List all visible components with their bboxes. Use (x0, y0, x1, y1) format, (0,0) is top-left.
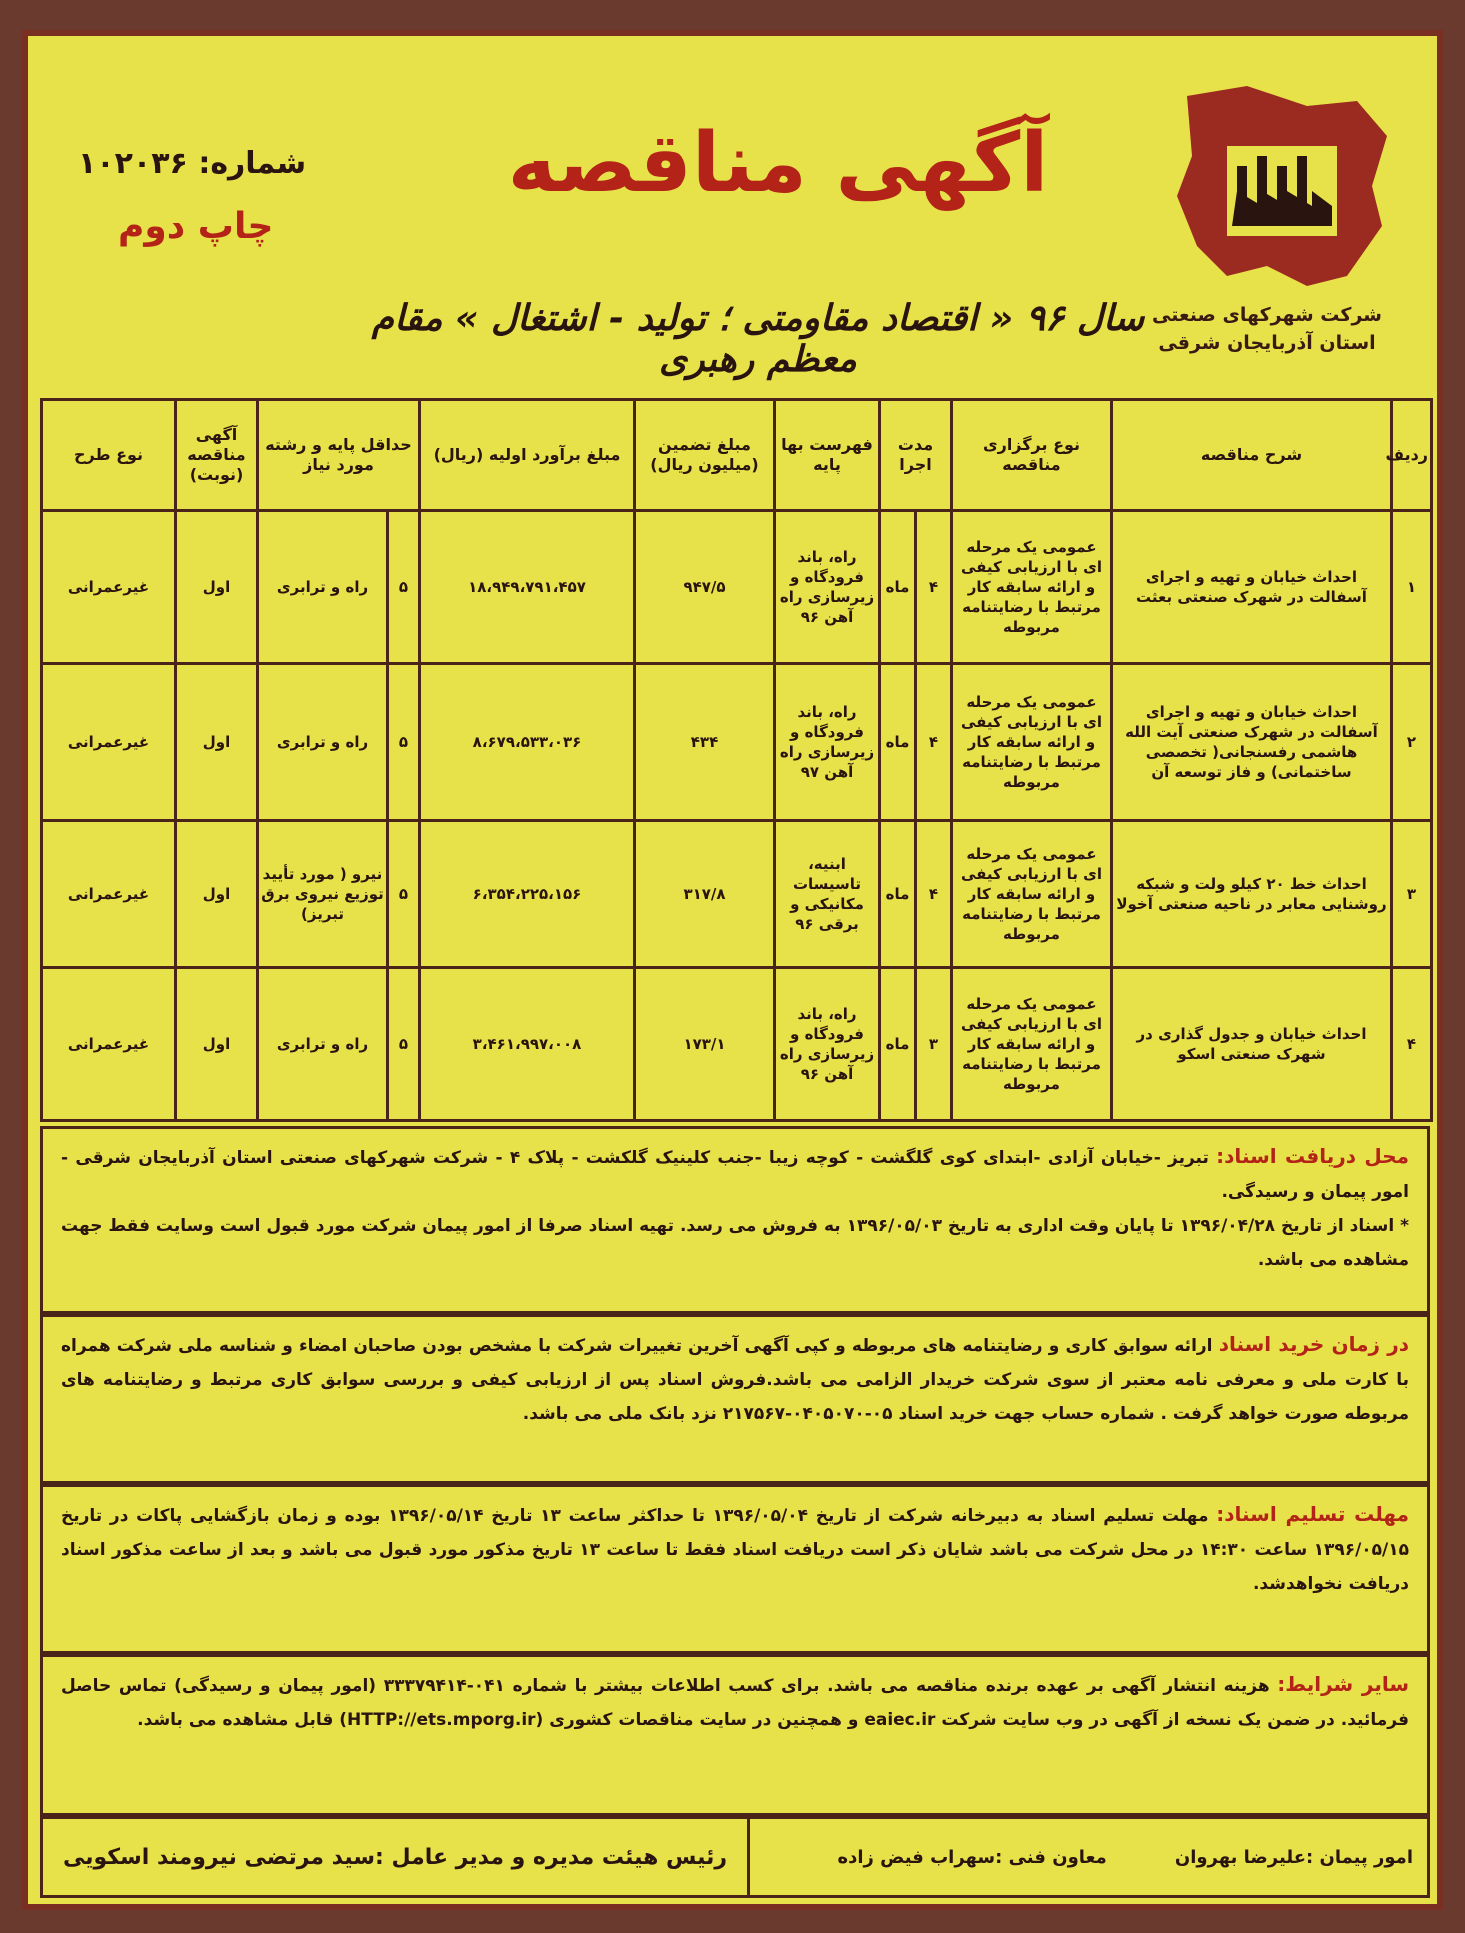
other-conditions-heading: سایر شرایط: (1277, 1672, 1410, 1696)
cell-plan: غیرعمرانی (42, 968, 176, 1121)
cell-plan: غیرعمرانی (42, 664, 176, 821)
notice-number: شماره: ۱۰۲۰۳۶ (78, 146, 307, 181)
documents-location-heading: محل دریافت اسناد: (1216, 1144, 1409, 1168)
header-price-list: فهرست بها پایه (775, 400, 880, 511)
submission-deadline-section (40, 1484, 1430, 1654)
cell-notice: اول (176, 968, 258, 1121)
tender-notice (22, 30, 1443, 1910)
company-line-2: استان آذربایجان شرقی (1158, 332, 1376, 354)
cell-price-list: ابنیه، تاسیسات مکانیکی و برقی ۹۶ (775, 821, 880, 968)
cell-notice: اول (176, 821, 258, 968)
cell-desc: احداث خیابان و تهیه و اجرای آسفالت در شهرک صنعتی بعثت (1112, 511, 1392, 664)
cell-grade: ۵ (388, 511, 420, 664)
cell-notice: اول (176, 511, 258, 664)
cell-num: ۲ (1392, 664, 1432, 821)
cell-num: ۳ (1392, 821, 1432, 968)
cell-duration: ۴ (916, 511, 952, 664)
submission-deadline-text: مهلت تسلیم اسناد به دبیرخانه شرکت از تاریخ ۱۳۹۶/۰۵/۰۴ تا حداکثر ساعت ۱۳ تاریخ ۱۳۹۶/۰۵/۱۴ بوده و زمان بازگشایی پاکات در تاریخ ۱۳۹۶/۰۵/۱۵ ساعت ۱۴:۳۰ در محل شرکت می باشد شایان ذکر است دریافت اسناد فقط تا ساعت ۱۳ تاریخ مذکور مورد قبول می باشد و بعد از ساعت مذکور اسناد دریافت نخواهدشد. (61, 1506, 1410, 1594)
purchase-requirements-section (40, 1314, 1430, 1484)
cell-estimate: ۳،۴۶۱،۹۹۷،۰۰۸ (420, 968, 635, 1121)
cell-duration-unit: ماه (880, 968, 916, 1121)
purchase-requirements-text: ارائه سوابق کاری و رضایتنامه های مربوطه و کپی آگهی آخرین تغییرات شرکت با مشخص بودن صاحبان امضاء و شناسه ملی شرکت همراه با کارت ملی و معرفی نامه معتبر از سوی شرکت خریدار الزامی می باشد.فروش اسناد پس از ارزیابی کیفی و بررسی سوابق کاری مرتبط و رضایتنامه های مربوطه صورت خواهد گرفت . شماره حساب جهت خرید اسناد ۰۵-۰۴۰۵۰۷۰-۲۱۷۵۶۷ نزد بانک ملی می باشد. (61, 1336, 1409, 1424)
cell-type: عمومی یک مرحله ای با ارزیابی کیفی و ارائه سابقه کار مرتبط با رضایتنامه مربوطه (952, 664, 1112, 821)
cell-type: عمومی یک مرحله ای با ارزیابی کیفی و ارائه سابقه کار مرتبط با رضایتنامه مربوطه (952, 511, 1112, 664)
cell-guarantee: ۱۷۳/۱ (635, 968, 775, 1121)
cell-duration-unit: ماه (880, 821, 916, 968)
cell-field: راه و ترابری (258, 511, 388, 664)
page-title: آگهی مناقصه (507, 116, 1049, 211)
cell-num: ۱ (1392, 511, 1432, 664)
header-duration: مدت اجرا (880, 400, 952, 511)
table-row (42, 511, 1432, 664)
cell-price-list: راه، باند فرودگاه و زیرسازی راه آهن ۹۶ (775, 968, 880, 1121)
cell-num: ۴ (1392, 968, 1432, 1121)
cell-grade: ۵ (388, 664, 420, 821)
header-desc: شرح مناقصه (1112, 400, 1392, 511)
purchase-requirements-heading: در زمان خرید اسناد (1218, 1332, 1410, 1356)
cell-duration: ۴ (916, 664, 952, 821)
cell-estimate: ۶،۳۵۴،۲۲۵،۱۵۶ (420, 821, 635, 968)
company-line-1: شرکت شهرکهای صنعتی (1152, 304, 1382, 326)
cell-grade: ۵ (388, 821, 420, 968)
company-name (1137, 301, 1397, 357)
cell-field: راه و ترابری (258, 968, 388, 1121)
header-row: ردیف (1392, 400, 1432, 511)
cell-price-list: راه، باند فرودگاه و زیرسازی راه آهن ۹۶ (775, 511, 880, 664)
documents-sale-note: * اسناد از تاریخ ۱۳۹۶/۰۴/۲۸ تا پایان وقت اداری به تاریخ ۱۳۹۶/۰۵/۰۳ به فروش می رسد. تهیه اسناد صرفا از امور پیمان شرکت مورد قبول است وسایت فقط جهت مشاهده می باشد. (61, 1216, 1410, 1270)
cell-guarantee: ۴۳۴ (635, 664, 775, 821)
cell-plan: غیرعمرانی (42, 511, 176, 664)
contracts-signatory: امور پیمان :علیرضا بهروان (1174, 1846, 1413, 1868)
documents-location-section (40, 1126, 1430, 1314)
technical-deputy-signatory: معاون فنی :سهراب فیض زاده (837, 1846, 1107, 1868)
table-row (42, 968, 1432, 1121)
table-header-row (42, 400, 1432, 511)
tender-table (40, 398, 1433, 1122)
cell-notice: اول (176, 664, 258, 821)
header-notice: آگهی مناقصه (نوبت) (176, 400, 258, 511)
cell-price-list: راه، باند فرودگاه و زیرسازی راه آهن ۹۷ (775, 664, 880, 821)
cell-duration: ۴ (916, 821, 952, 968)
ceo-signatory: رئیس هیئت مدیره و مدیر عامل :سید مرتضی نیرومند اسکویی (43, 1819, 750, 1895)
cell-estimate: ۱۸،۹۴۹،۷۹۱،۴۵۷ (420, 511, 635, 664)
submission-deadline-heading: مهلت تسلیم اسناد: (1216, 1502, 1410, 1526)
cell-guarantee: ۹۴۷/۵ (635, 511, 775, 664)
table-row (42, 821, 1432, 968)
print-label: چاپ دوم (118, 206, 274, 247)
cell-duration: ۳ (916, 968, 952, 1121)
documents-location-text: تبریز -خیابان آزادی -ابتدای کوی گلگشت - کوچه زیبا -جنب کلینیک گلکشت - پلاک ۴ - شرکت شهرکهای صنعتی استان آذربایجان شرقی - امور پیمان و رسیدگی. (61, 1148, 1409, 1202)
cell-estimate: ۸،۶۷۹،۵۳۳،۰۳۶ (420, 664, 635, 821)
header-estimate: مبلغ برآورد اولیه (ریال) (420, 400, 635, 511)
table-row (42, 664, 1432, 821)
cell-desc: احداث خیابان و تهیه و اجرای آسفالت در شهرک صنعتی آیت الله هاشمی رفسنجانی( تخصصی ساختمانی) و فاز توسعه آن (1112, 664, 1392, 821)
signatures-footer (40, 1816, 1430, 1898)
cell-grade: ۵ (388, 968, 420, 1121)
header-plan-type: نوع طرح (42, 400, 176, 511)
header-guarantee: مبلغ تضمین (میلیون ریال) (635, 400, 775, 511)
cell-duration-unit: ماه (880, 511, 916, 664)
cell-desc: احداث خیابان و جدول گذاری در شهرک صنعتی اسکو (1112, 968, 1392, 1121)
cell-type: عمومی یک مرحله ای با ارزیابی کیفی و ارائه سابقه کار مرتبط با رضایتنامه مربوطه (952, 821, 1112, 968)
cell-desc: احداث خط ۲۰ کیلو ولت و شبکه روشنایی معابر در ناحیه صنعتی آخولا (1112, 821, 1392, 968)
header-type: نوع برگزاری مناقصه (952, 400, 1112, 511)
cell-field: نیرو ( مورد تأیید توزیع نیروی برق تبریز) (258, 821, 388, 968)
cell-duration-unit: ماه (880, 664, 916, 821)
cell-field: راه و ترابری (258, 664, 388, 821)
other-conditions-text: هزینه انتشار آگهی بر عهده برنده مناقصه می باشد. برای کسب اطلاعات بیشتر با شماره ۰۴۱-۳۳۳۷۹۴۱۴ (امور پیمان و رسیدگی) تماس حاصل فرمائید. در ضمن یک نسخه از آگهی در وب سایت شرکت eaiec.ir و همچنین در سایت مناقصات کشوری (HTTP://ets.mporg.ir) قابل مشاهده می باشد. (61, 1676, 1409, 1730)
cell-guarantee: ۳۱۷/۸ (635, 821, 775, 968)
iran-map-factory-icon (1157, 76, 1397, 296)
other-conditions-section (40, 1654, 1430, 1816)
slogan: سال ۹۶ « اقتصاد مقاومتی ؛ تولید - اشتغال » مقام معظم رهبری (371, 298, 1145, 380)
cell-plan: غیرعمرانی (42, 821, 176, 968)
cell-type: عمومی یک مرحله ای با ارزیابی کیفی و ارائه سابقه کار مرتبط با رضایتنامه مربوطه (952, 968, 1112, 1121)
header-grade: حداقل پایه و رشته مورد نیاز (258, 400, 420, 511)
